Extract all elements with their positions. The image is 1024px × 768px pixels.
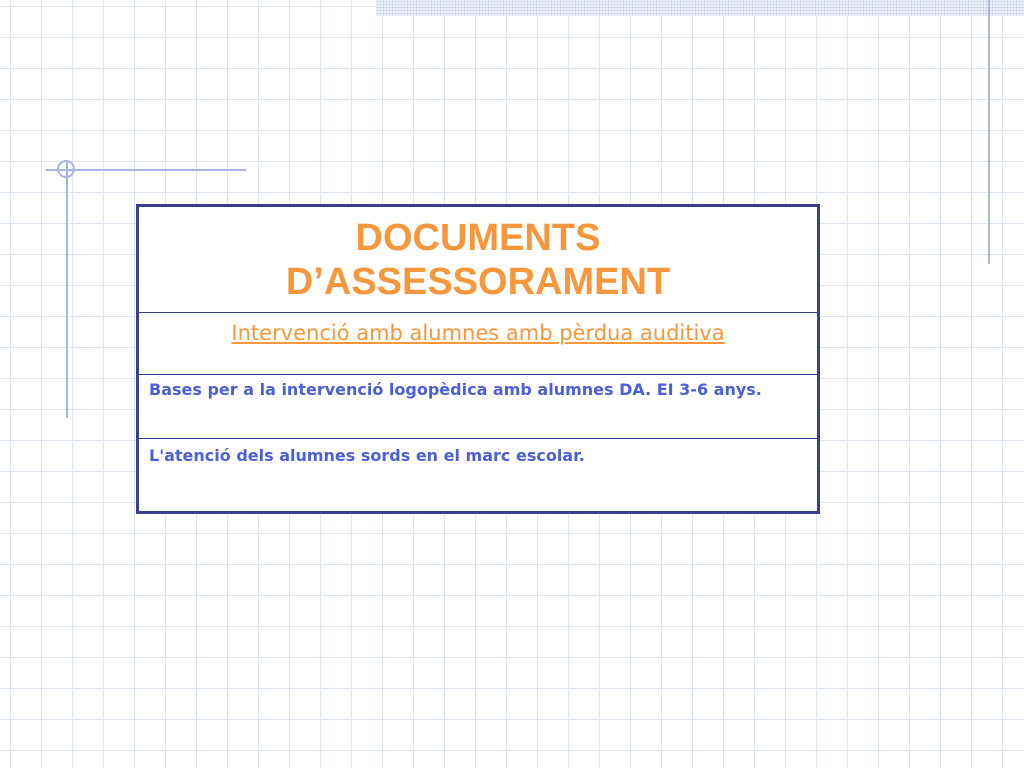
right-decorative-line (988, 0, 990, 264)
documents-table (136, 204, 820, 514)
document-item-bases-intervencio[interactable]: Bases per a la intervenció logopèdica amb alumnes DA. EI 3-6 anys. (139, 375, 817, 439)
hearing-loss-intervention-link[interactable]: Intervenció amb alumnes amb pèrdua auditiva (231, 321, 725, 345)
crosshair-horizontal-line (46, 169, 246, 171)
document-item-atencio-alumnes-sords[interactable]: L'atenció dels alumnes sords en el marc escolar. (149, 446, 585, 465)
title-line-1: DOCUMENTS (355, 216, 601, 259)
table-link-cell (139, 313, 817, 375)
crosshair-vertical-line (66, 160, 68, 418)
top-decorative-band (376, 0, 1024, 16)
title-line-2: D’ASSESSORAMENT (285, 260, 671, 303)
table-title-cell (139, 207, 817, 313)
crosshair-circle-icon (57, 160, 75, 178)
